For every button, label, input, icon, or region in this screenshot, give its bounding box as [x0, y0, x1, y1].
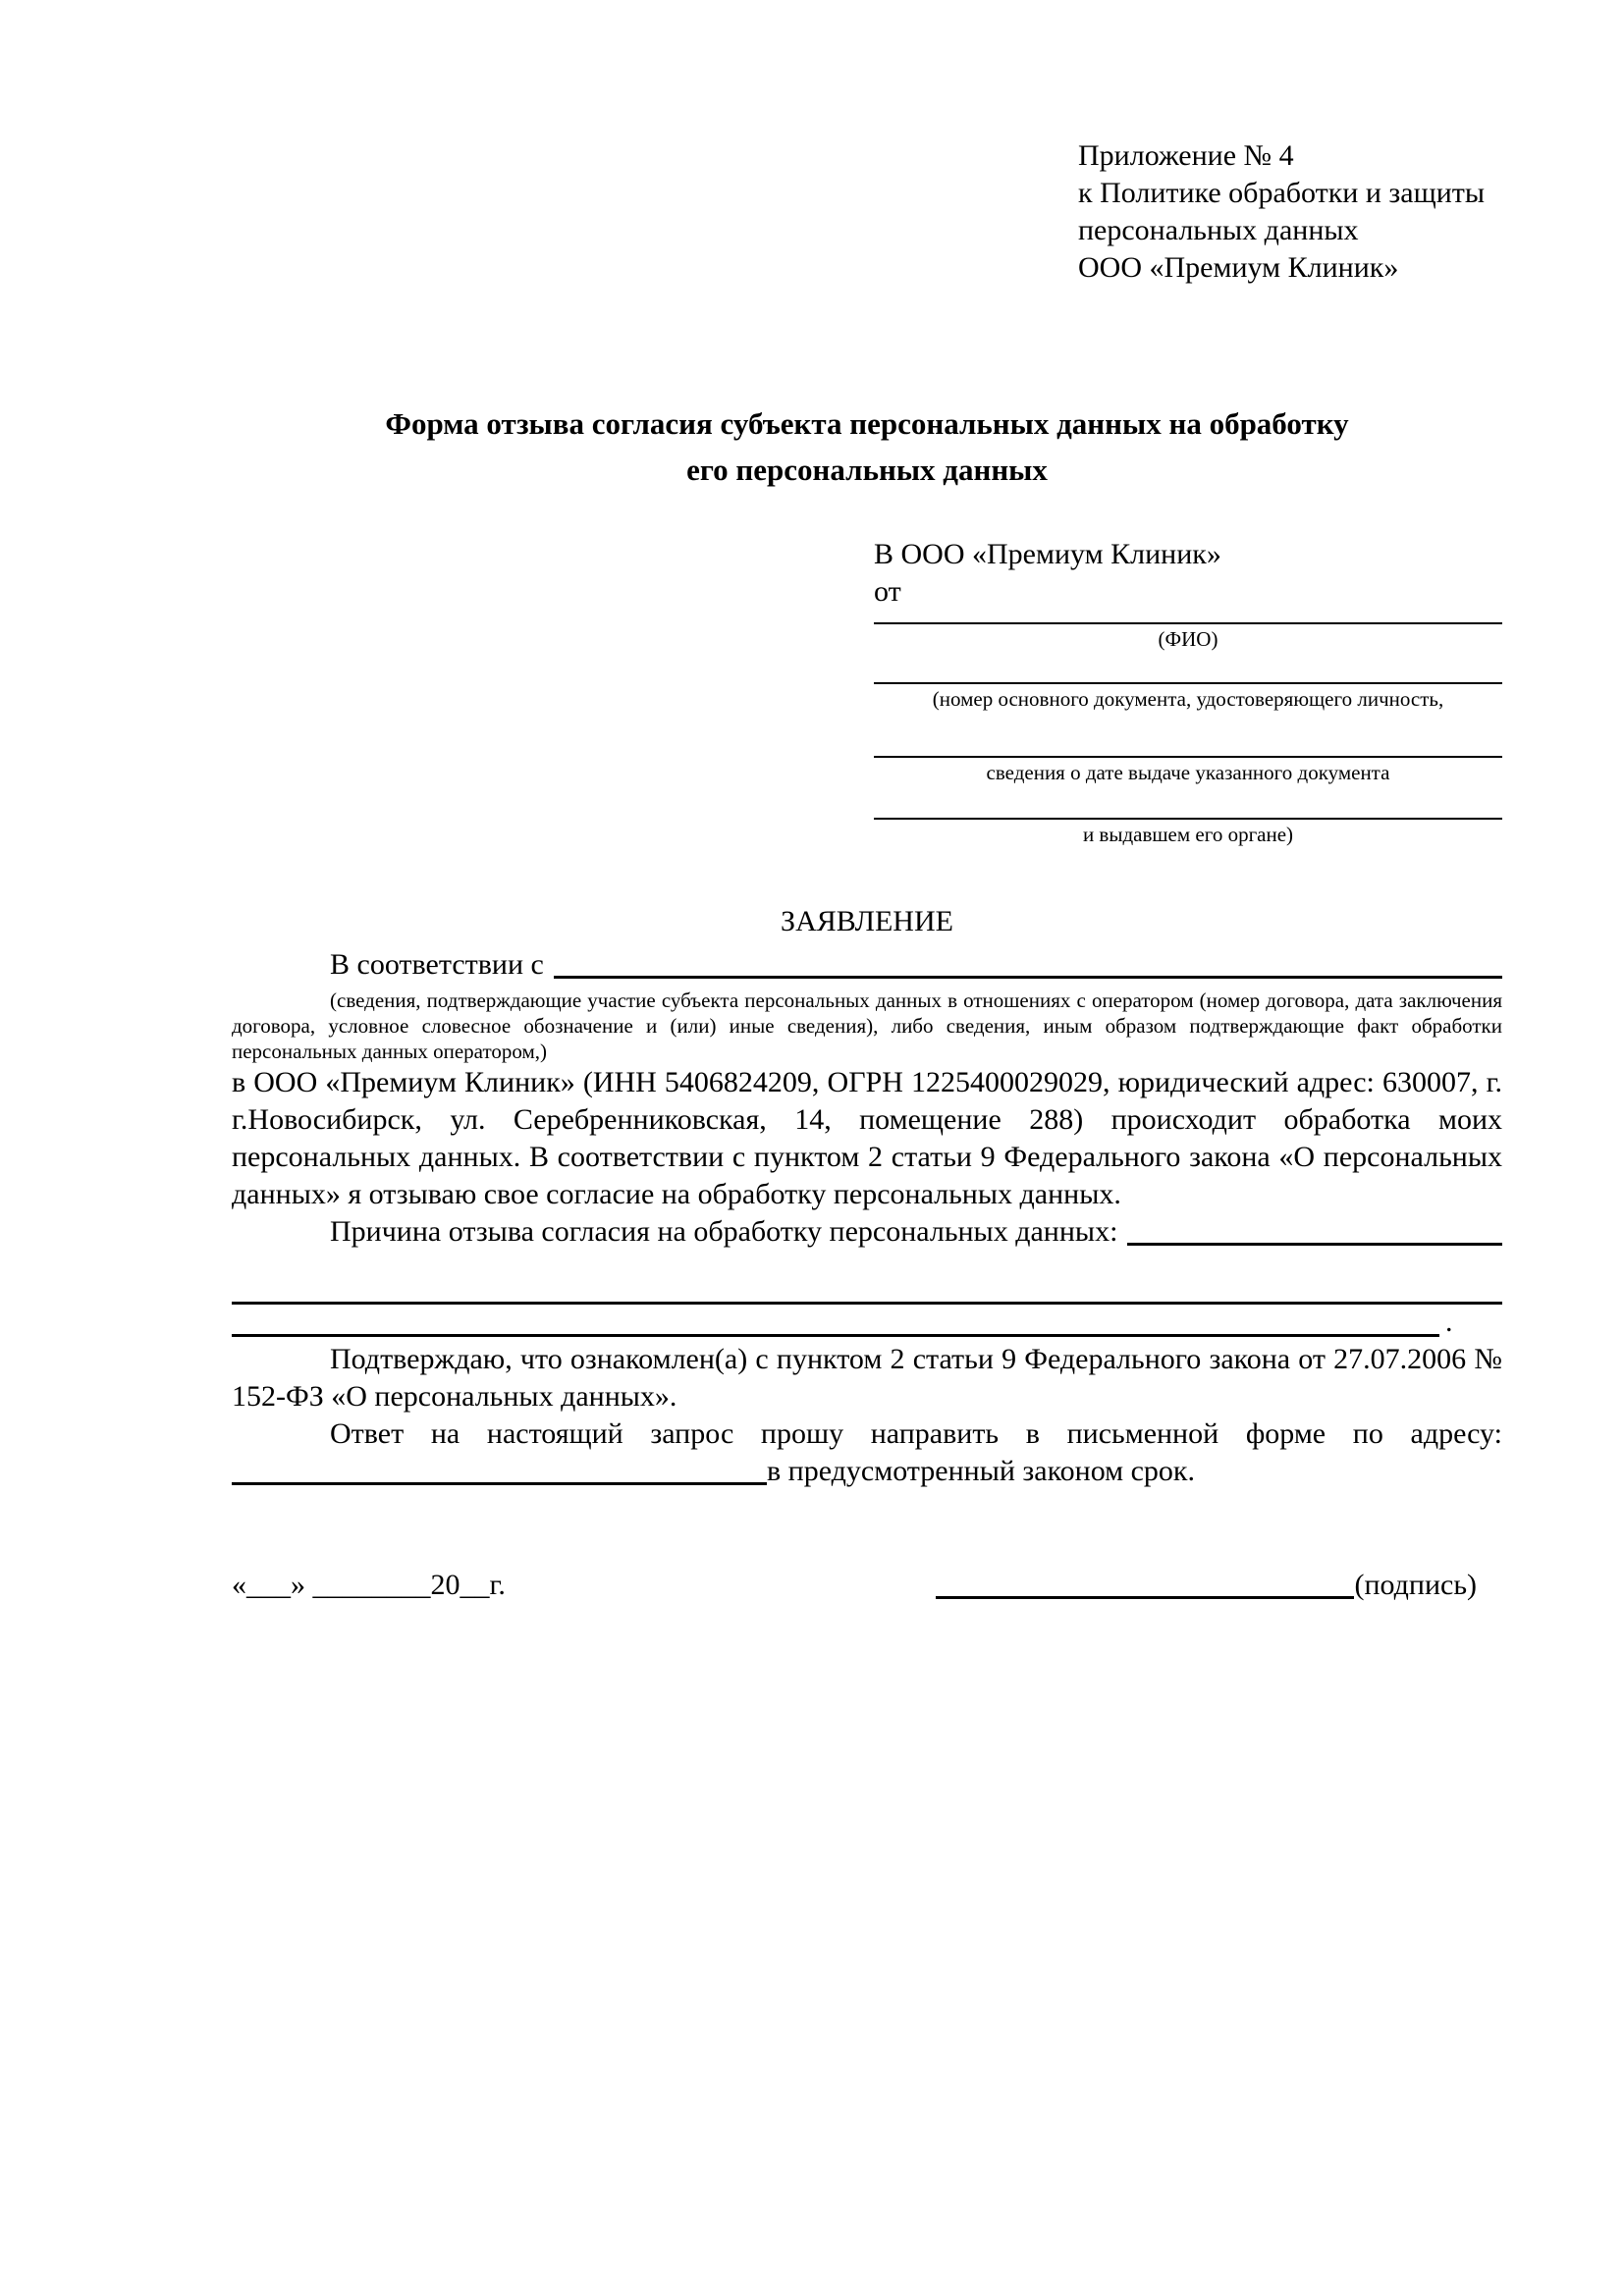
confirmation-paragraph: Подтверждаю, что ознакомлен(а) с пунктом 2 статьи 9 Федерального закона от 27.07.2006 № 152-ФЗ «О персональных данных». [232, 1343, 1502, 1413]
issue-date-caption: сведения о дате выдаче указанного документа [986, 761, 1390, 784]
fio-blank-line [874, 611, 1502, 624]
document-title-line: его персональных данных [686, 453, 1048, 487]
date-blank-text: «___» ________20__г. [232, 1569, 506, 1601]
document-title-line: Форма отзыва согласия субъекта персональных данных на обработку [385, 406, 1349, 441]
basis-blank-line [554, 976, 1502, 979]
reason-blank-line [1127, 1243, 1502, 1246]
issue-date-field [874, 711, 1502, 784]
reason-blank-line-3 [232, 1305, 1502, 1337]
reply-request-paragraph: Ответ на настоящий запрос прошу направить в письменной форме по адресу: [330, 1417, 1502, 1450]
document-title [232, 400, 1502, 493]
appendix-line: персональных данных [1078, 214, 1359, 246]
reason-row [232, 1213, 1502, 1251]
reason-lead-text: Причина отзыва согласия на обработку персональных данных: [330, 1215, 1118, 1248]
issuing-authority-caption: и выдавшем его органе) [1082, 823, 1294, 846]
reply-address-blank-line [232, 1482, 767, 1485]
appendix-line: Приложение № 4 [1078, 139, 1294, 172]
reason-blank-line-2 [232, 1251, 1502, 1305]
signature-group [936, 1567, 1477, 1604]
fio-caption: (ФИО) [1158, 627, 1218, 651]
statement-heading: ЗАЯВЛЕНИЕ [781, 905, 953, 937]
signature-blank-line [936, 1596, 1354, 1599]
date-signature-row [232, 1567, 1502, 1604]
signature-caption: (подпись) [1354, 1569, 1477, 1601]
addressee-from: от [874, 575, 901, 608]
addressee-to: В ООО «Премиум Клиник» [874, 538, 1221, 570]
issuing-authority-field [874, 784, 1502, 846]
document-number-blank-line [874, 651, 1502, 684]
statement-body: в ООО «Премиум Клиник» (ИНН 5406824209, ОГРН 1225400029029, юридический адрес: 630007, г. г.Новосибирск, ул. Серебренниковская, 14, помещение 288) происходит обработка моих персональных данных. В соответствии с пунктом 2 статьи 9 Федерального закона «О персональных данных» я отзываю свое согласие на обработку персональных данных. [232, 1066, 1502, 1210]
basis-note: (сведения, подтверждающие участие субъекта персональных данных в отношениях с оператором (номер договора, дата заключения договора, условное словесное обозначение и (или) иные сведения), либо сведения, иным образом подтверждающие факт обработки персональных данных оператором,) [232, 988, 1502, 1063]
issuing-authority-blank-line [874, 784, 1502, 820]
document-number-field [874, 651, 1502, 711]
appendix-line: к Политике обработки и защиты [1078, 177, 1486, 209]
document-number-caption: (номер основного документа, удостоверяющего личность, [932, 687, 1444, 711]
addressee-block [874, 536, 1502, 846]
issue-date-blank-line [874, 711, 1502, 758]
appendix-line: ООО «Премиум Клиник» [1078, 251, 1399, 284]
basis-lead-text: В соответствии с [330, 948, 544, 981]
appendix-reference [1078, 137, 1502, 287]
basis-row [232, 946, 1502, 984]
blank-line-period: . [1445, 1306, 1453, 1338]
reply-address-row [232, 1453, 1502, 1490]
fio-field [874, 611, 1502, 651]
reason-blank-rule [232, 1334, 1439, 1337]
reply-tail-text: в предусмотренный законом срок. [767, 1455, 1195, 1487]
